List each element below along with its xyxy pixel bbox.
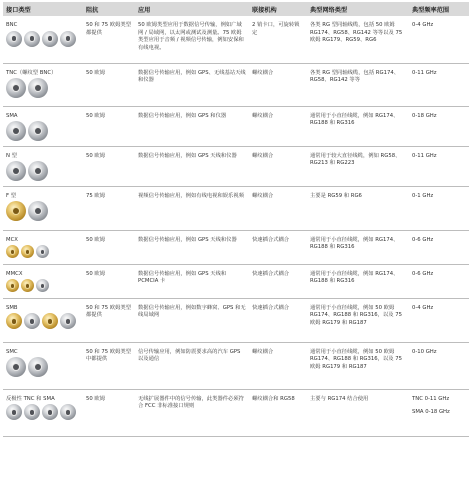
- connector-cell: [3, 389, 83, 436]
- connector-cell: [3, 16, 83, 63]
- connector-cell: [3, 186, 83, 230]
- connector-name: TNC（螺纹型 BNC）: [6, 69, 57, 76]
- frequency-value: 0-11 GHz: [412, 152, 437, 159]
- connector-photos: [6, 357, 80, 377]
- table-header-row: [3, 2, 469, 16]
- connector-photo: [6, 161, 26, 181]
- table-row: [3, 264, 469, 298]
- connector-name: MCX: [6, 236, 18, 243]
- connector-photo: [42, 404, 58, 420]
- impedance-cell: 50 欧姆: [83, 63, 135, 106]
- mechanism-cell: 螺纹耦合: [249, 186, 307, 230]
- connector-photo: [28, 121, 48, 141]
- frequency-value: 0-4 GHz: [412, 22, 434, 28]
- table-row: [3, 63, 469, 106]
- connector-photo: [6, 404, 22, 420]
- impedance-cell: 50 和 75 欧姆类型都提供: [83, 16, 135, 63]
- table-row: [3, 342, 469, 389]
- frequency-value: 0-6 GHz: [412, 270, 434, 277]
- impedance-cell: 50 欧姆: [83, 106, 135, 146]
- connector-photo: [6, 313, 22, 329]
- header-impedance: 阻抗: [83, 2, 135, 16]
- impedance-cell: 50 欧姆: [83, 146, 135, 186]
- frequency-cell: [409, 63, 469, 106]
- connector-photo: [28, 78, 48, 98]
- frequency-cell: [409, 186, 469, 230]
- connector-name: SMC: [6, 348, 18, 355]
- connector-photos: [6, 313, 80, 329]
- header-frequency-range: 典型频率范围: [409, 2, 469, 16]
- connector-name: F 型: [6, 192, 17, 199]
- connector-photo: [6, 121, 26, 141]
- network-type-cell: 通常用于小直径线缆，例如 RG174、RG188 和 RG316: [307, 264, 409, 298]
- mechanism-cell: 2 销卡口，可旋转锁定: [249, 16, 307, 63]
- table-row: [3, 106, 469, 146]
- network-type-cell: 通常用于小直径线缆，例如 50 欧姆 RG174、RG188 和 RG316，以及 75 欧姆 RG179 和 RG187: [307, 298, 409, 342]
- connector-photos: [6, 31, 80, 47]
- connector-photo: [28, 357, 48, 377]
- frequency-cell: [409, 106, 469, 146]
- connector-table: [3, 2, 469, 437]
- frequency-value-secondary: SMA 0-18 GHz: [412, 409, 450, 416]
- frequency-value: 0-1 GHz: [412, 192, 434, 199]
- connector-cell: [3, 264, 83, 298]
- connector-photo: [21, 279, 34, 292]
- table-row: [3, 389, 469, 436]
- connector-cell: [3, 230, 83, 264]
- table-row: [3, 298, 469, 342]
- connector-name: MMCX: [6, 270, 23, 277]
- header-network-type: 典型网络类型: [307, 2, 409, 16]
- application-cell: 数据信号传输应用，例如 GPS 天线和仪器: [135, 146, 249, 186]
- application-cell: 数据信号传输应用，例如 GPS 天线和仪器: [135, 230, 249, 264]
- connector-name: SMB: [6, 304, 18, 311]
- connector-photo: [6, 245, 19, 258]
- impedance-cell: 50 和 75 欧姆类型中都提供: [83, 342, 135, 389]
- connector-photos: [6, 201, 80, 221]
- application-cell: 无线扩展器件中的信号传输，此类器件必须符合 FCC 非标准接口规则: [135, 389, 249, 436]
- connector-cell: [3, 298, 83, 342]
- connector-photo: [21, 245, 34, 258]
- network-type-cell: 通常用于较大直径线缆，例如 RG58、RG213 和 RG223: [307, 146, 409, 186]
- connector-photo: [6, 78, 26, 98]
- network-type-cell: 通常用于小直径线缆，例如 RG174、RG188 和 RG316: [307, 230, 409, 264]
- mechanism-cell: 快速插合式耦合: [249, 230, 307, 264]
- mechanism-cell: 螺纹耦合: [249, 342, 307, 389]
- connector-photo: [42, 313, 58, 329]
- connector-cell: [3, 106, 83, 146]
- application-cell: 视频信号传输应用，例如有线电视和娱乐视频: [135, 186, 249, 230]
- connector-photo: [60, 404, 76, 420]
- frequency-value: 0-6 GHz: [412, 236, 434, 243]
- header-connector-type: 接口类型: [3, 2, 83, 16]
- impedance-cell: 50 欧姆: [83, 389, 135, 436]
- network-type-cell: 各类 RG 型同轴线缆，包括 RG174、RG58、RG142 等等: [307, 63, 409, 106]
- application-cell: 数据信号传输应用，例如 GPS、无线基站天线和仪器: [135, 63, 249, 106]
- connector-photo: [42, 31, 58, 47]
- frequency-value: 0-18 GHz: [412, 112, 437, 119]
- application-cell: 信号传输应用，例如防震要求高的汽车 GPS 以及通信: [135, 342, 249, 389]
- table-row: [3, 186, 469, 230]
- frequency-cell: [409, 342, 469, 389]
- mechanism-cell: 快速插合式耦合: [249, 264, 307, 298]
- application-cell: 数据信号传输应用，例如 GPS 天线和 PCMCIA 卡: [135, 264, 249, 298]
- mechanism-cell: 螺纹耦合: [249, 106, 307, 146]
- connector-photo: [24, 404, 40, 420]
- frequency-cell: [409, 230, 469, 264]
- frequency-value: 0-11 GHz: [412, 69, 437, 76]
- table-row: [3, 146, 469, 186]
- connector-photos: [6, 161, 80, 181]
- frequency-value: 0-4 GHz: [412, 304, 434, 311]
- mechanism-cell: 螺纹耦合: [249, 146, 307, 186]
- connector-photos: [6, 121, 80, 141]
- connector-name: 反极性 TNC 和 SMA: [6, 395, 55, 402]
- connector-photo: [6, 31, 22, 47]
- connector-name: N 型: [6, 152, 17, 159]
- network-type-cell: 通常用于小直径线缆，例如 RG174、RG188 和 RG316: [307, 106, 409, 146]
- impedance-cell: 50 欧姆: [83, 264, 135, 298]
- frequency-cell: [409, 298, 469, 342]
- connector-photo: [24, 313, 40, 329]
- connector-photos: [6, 279, 80, 292]
- network-type-cell: 主要是 RG59 和 RG6: [307, 186, 409, 230]
- connector-photo: [60, 31, 76, 47]
- mechanism-cell: 快速插合式耦合: [249, 298, 307, 342]
- application-cell: 数据信号传输应用，例如数字蜂窝、GPS 和无线局域网: [135, 298, 249, 342]
- frequency-cell: [409, 16, 469, 63]
- connector-photo: [6, 279, 19, 292]
- network-type-cell: 主要与 RG174 结合使用: [307, 389, 409, 436]
- mechanism-cell: 螺纹耦合和 RG58: [249, 389, 307, 436]
- connector-cell: [3, 342, 83, 389]
- connector-photos: [6, 245, 80, 258]
- frequency-value: 0-10 GHz: [412, 348, 437, 355]
- connector-photo: [36, 245, 49, 258]
- table-row: [3, 230, 469, 264]
- application-cell: 数据信号传输应用，例如 GPS 和仪器: [135, 106, 249, 146]
- connector-photo: [6, 357, 26, 377]
- frequency-cell: [409, 389, 469, 436]
- frequency-value: TNC 0-11 GHz: [412, 395, 450, 402]
- connector-photo: [28, 201, 48, 221]
- connector-cell: [3, 146, 83, 186]
- connector-name: BNC: [6, 22, 18, 28]
- frequency-cell: [409, 264, 469, 298]
- mechanism-cell: 螺纹耦合: [249, 63, 307, 106]
- connector-photo: [60, 313, 76, 329]
- frequency-cell: [409, 146, 469, 186]
- connector-photos: [6, 404, 80, 420]
- connector-photo: [6, 201, 26, 221]
- header-application: 应用: [135, 2, 249, 16]
- impedance-cell: 50 和 75 欧姆类型都提供: [83, 298, 135, 342]
- impedance-cell: 75 欧姆: [83, 186, 135, 230]
- connector-name: SMA: [6, 112, 18, 119]
- connector-photo: [28, 161, 48, 181]
- network-type-cell: 各类 RG 型同轴线缆，包括 50 欧姆 RG174、RG58、RG142 等等以及 75 欧姆 RG179、RG59、RG6: [307, 16, 409, 63]
- header-mechanism: 联接机构: [249, 2, 307, 16]
- network-type-cell: 通常用于小直径线缆，例如 50 欧姆 RG174、RG188 和 RG316，以及 75 欧姆 RG179 和 RG187: [307, 342, 409, 389]
- connector-cell: [3, 63, 83, 106]
- impedance-cell: 50 欧姆: [83, 230, 135, 264]
- connector-photo: [24, 31, 40, 47]
- connector-photo: [36, 279, 49, 292]
- connector-photos: [6, 78, 80, 98]
- table-row: [3, 16, 469, 63]
- application-cell: 50 欧姆类型应用于数据信号传输，例如广域网 / 局域网，以太网或测试及测量。75 欧姆类型应用于音频 / 视频信号传输，例如安保和有线电视。: [135, 16, 249, 63]
